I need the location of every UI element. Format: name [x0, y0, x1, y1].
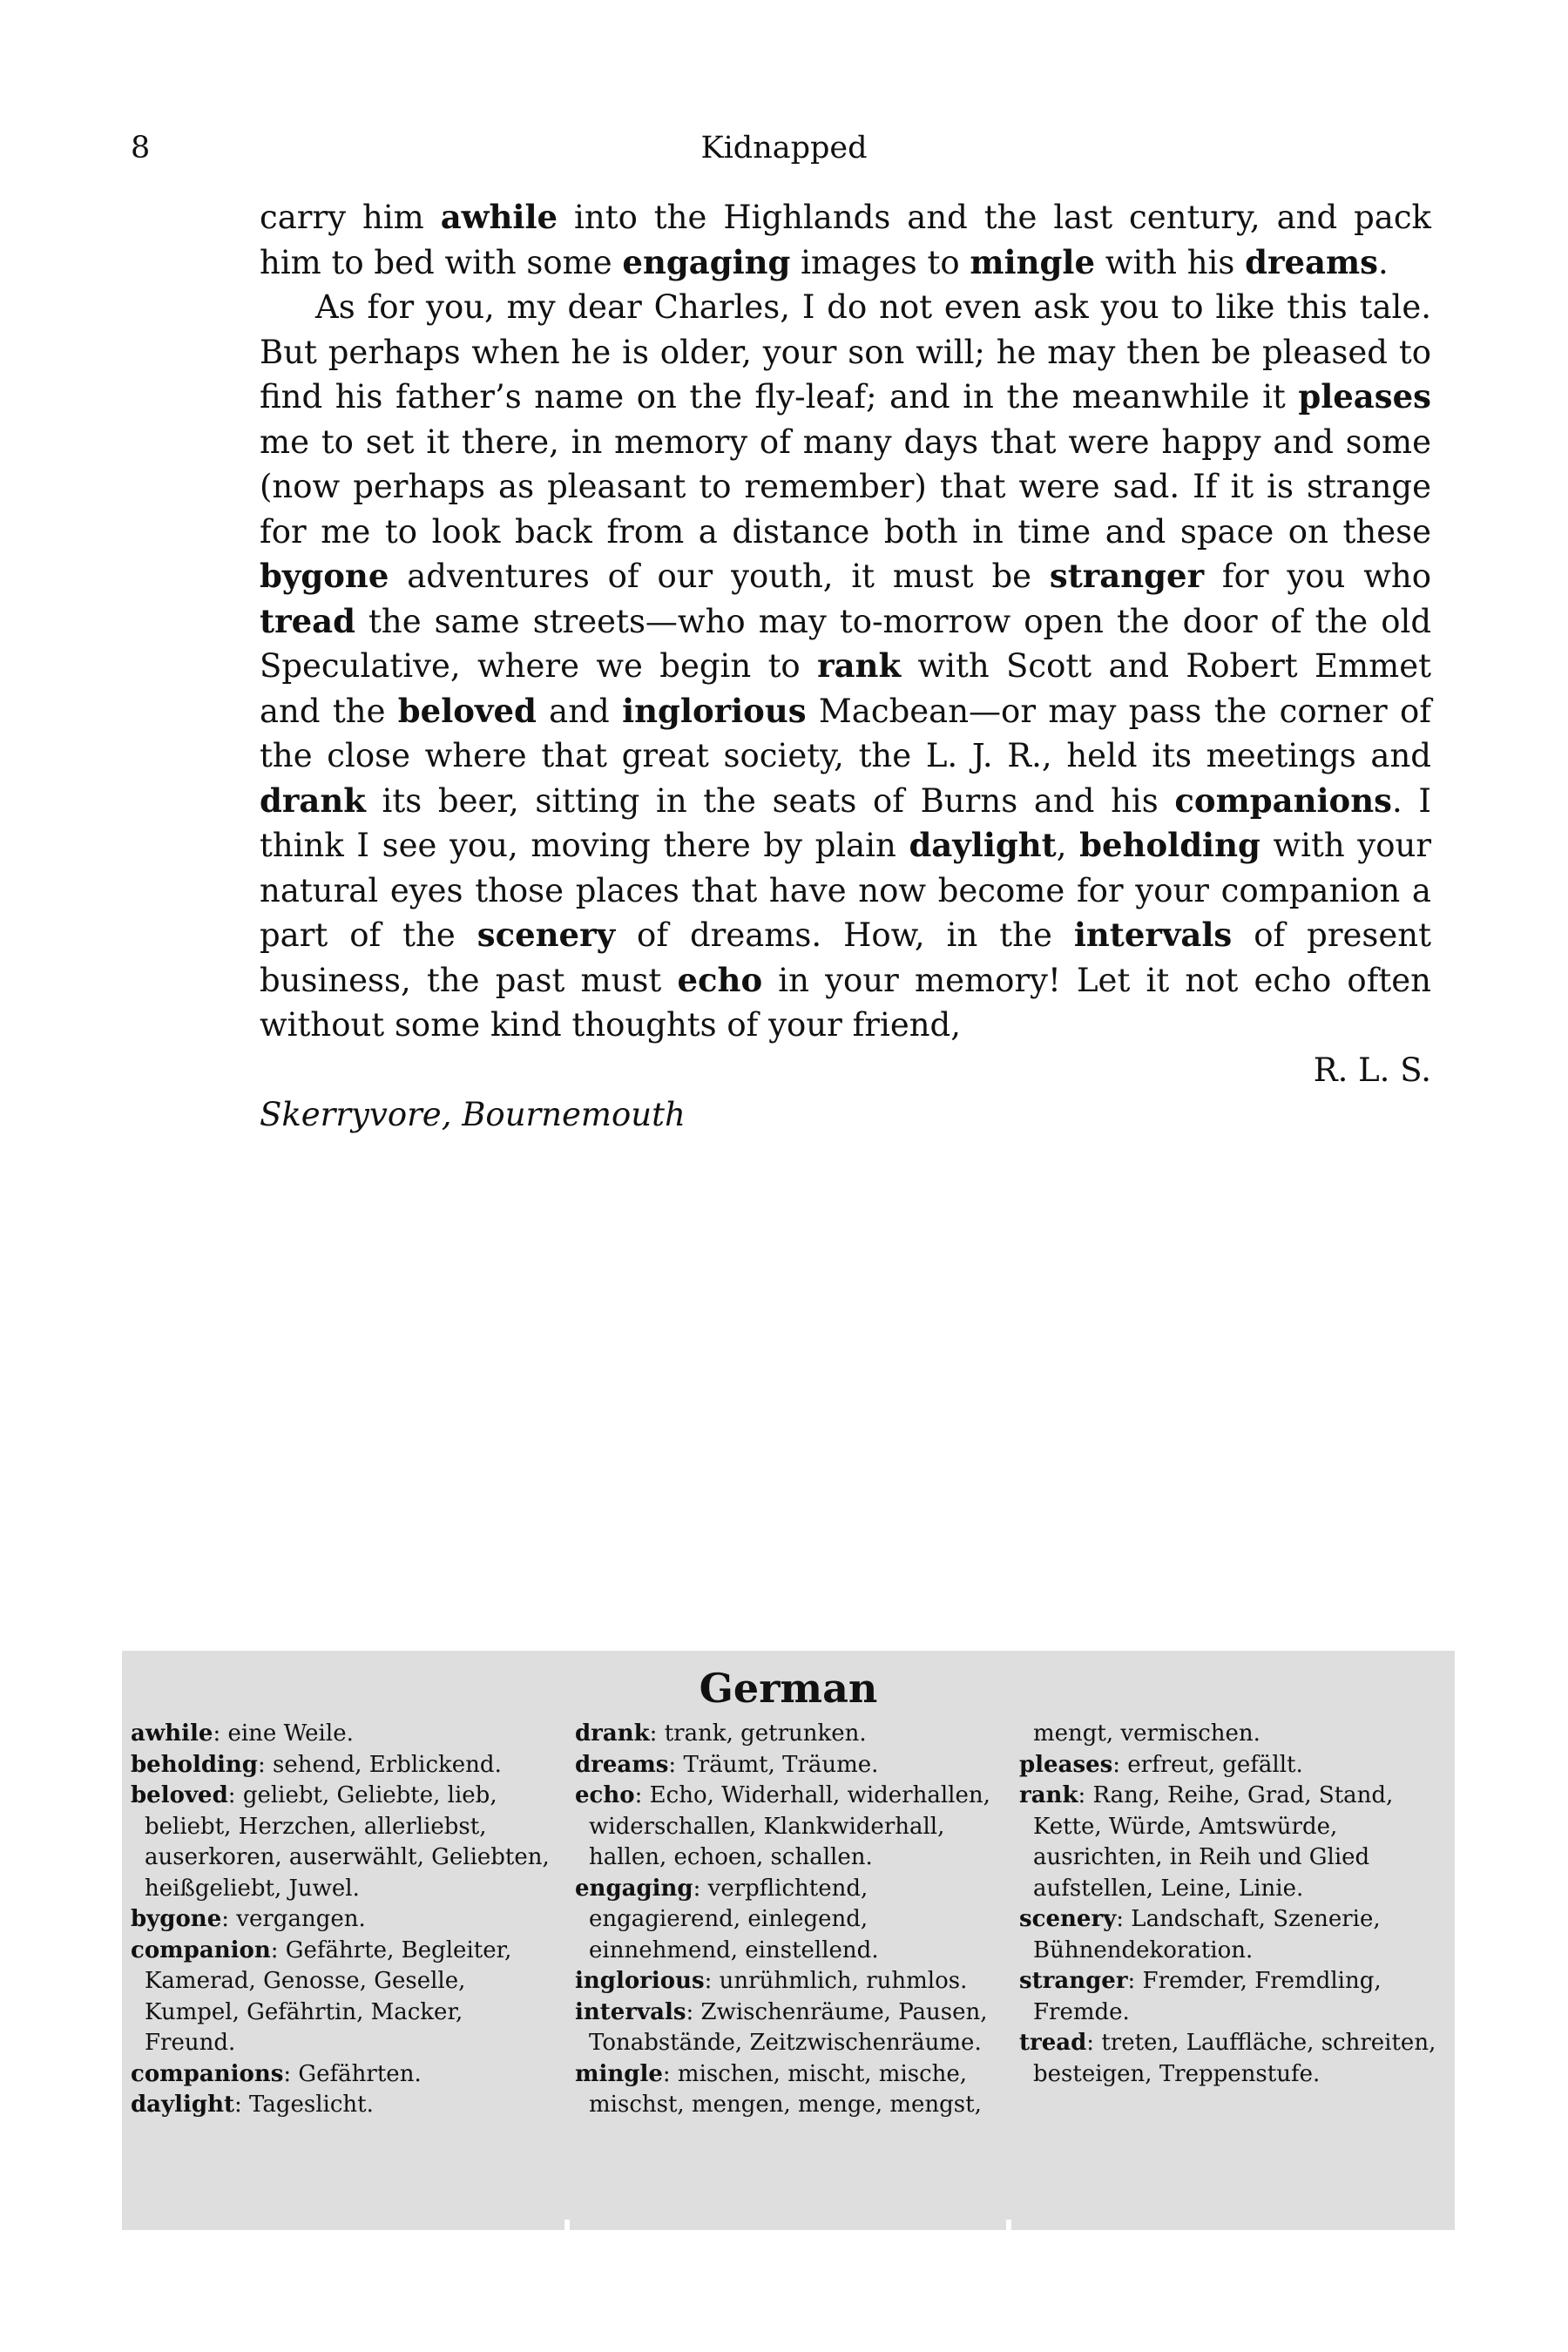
glossary-term: tread: [1019, 2030, 1087, 2056]
glossary-term: beholding: [131, 1751, 258, 1778]
glossary-entry: [575, 1966, 1002, 1997]
text-run: with Scott and Robert Emmet and the: [260, 647, 1431, 730]
glossary-entry: [131, 1781, 558, 1904]
glossary-entry: [575, 1719, 1002, 1750]
glossary-term: awhile: [131, 1720, 213, 1747]
glossary-continuation: mengt, vermischen.: [1033, 1720, 1260, 1747]
glossary-separator: :: [221, 1906, 237, 1932]
glossary-term: bygone: [131, 1906, 222, 1932]
vocab-word: scenery: [476, 916, 616, 954]
glossary-separator: :: [283, 2060, 299, 2087]
glossary-separator: :: [1078, 1782, 1093, 1808]
glossary-column-3: [1010, 1719, 1455, 2121]
glossary-separator: :: [1127, 1968, 1143, 1994]
glossary-term: rank: [1019, 1782, 1078, 1808]
vocab-word: awhile: [440, 198, 558, 236]
glossary-term: companion: [131, 1936, 271, 1963]
text-run: adventures of our youth, it must be: [389, 558, 1050, 595]
vocab-word: drank: [260, 781, 366, 820]
glossary-entry: [131, 2090, 558, 2121]
glossary-entry: [131, 1904, 558, 1936]
glossary-term: drank: [575, 1720, 650, 1747]
glossary-separator: :: [233, 2092, 250, 2118]
text-run: images to: [790, 243, 970, 281]
glossary-term: scenery: [1019, 1906, 1117, 1932]
glossary-separator: :: [213, 1720, 228, 1747]
main-text: [260, 195, 1431, 1138]
text-run: . I think I see you, moving there by plain: [260, 781, 1432, 864]
glossary-separator: :: [227, 1782, 243, 1808]
glossary-definition: Gefährte, Begleiter, Kamerad, Genosse, Geselle, Kumpel, Gefährtin, Macker, Freund.: [145, 1936, 512, 2056]
page-number: 8: [131, 131, 151, 166]
glossary-term: beloved: [131, 1782, 228, 1808]
vocab-word: tread: [260, 601, 355, 640]
vocab-word: engaging: [622, 242, 791, 281]
glossary-term: companions: [131, 2060, 284, 2087]
glossary-entry: [1019, 1781, 1446, 1904]
glossary-entry: [1019, 1750, 1446, 1781]
text-run: As for you, my dear Charles, I do not even ask you to like this tale. But perhaps when he is older, your son will; he may then be pleased to find his father’s name on the fly-leaf; and in the meanwhile it: [260, 288, 1431, 416]
glossary-definition: sehend, Erblickend.: [273, 1751, 502, 1778]
text-run: in your memory! Let it not echo often without some kind thoughts of your friend,: [260, 961, 1431, 1044]
glossary-definition: Träumt, Träume.: [683, 1751, 879, 1778]
vocab-word: mingle: [970, 242, 1095, 281]
glossary-entry: [131, 2059, 558, 2091]
text-run: and: [536, 692, 623, 730]
glossary-term: engaging: [575, 1875, 693, 1902]
vocab-word: echo: [677, 960, 763, 999]
text-run: for you who: [1204, 558, 1431, 595]
glossary-entry: [131, 1936, 558, 2059]
text-run: .: [1378, 243, 1389, 281]
vocab-word: inglorious: [622, 691, 807, 730]
glossary-separator: :: [704, 1968, 720, 1994]
glossary-definition: trank, getrunken.: [664, 1720, 867, 1747]
text-run: into the Highlands and the last century, and pack him to bed with some: [260, 199, 1431, 281]
glossary-separator: :: [1112, 1751, 1128, 1778]
column-divider: [564, 2220, 570, 2230]
glossary-entry: [1019, 1904, 1446, 1966]
vocab-word: daylight: [909, 826, 1057, 864]
glossary-separator: :: [668, 1751, 684, 1778]
glossary-entry: [575, 1997, 1002, 2059]
place-line: Skerryvore, Bournemouth: [260, 1096, 686, 1133]
paragraph-2: [260, 285, 1431, 1048]
glossary-definition: unrühmlich, ruhmlos.: [719, 1968, 968, 1994]
glossary-entry: [131, 1750, 558, 1781]
glossary-box: [122, 1651, 1455, 2230]
glossary-term: dreams: [575, 1751, 669, 1778]
vocab-word: bygone: [260, 557, 389, 595]
glossary-term: pleases: [1019, 1751, 1113, 1778]
glossary-definition: treten, Lauffläche, schreiten, besteigen, Treppenstufe.: [1033, 2030, 1436, 2087]
glossary-separator: :: [649, 1720, 665, 1747]
glossary-separator: :: [693, 1875, 708, 1902]
glossary-entry: [1019, 1966, 1446, 2028]
glossary-definition: Rang, Reihe, Grad, Stand, Kette, Würde, Amtswürde, ausrichten, in Reih und Glied aufstellen, Leine, Linie.: [1033, 1782, 1394, 1902]
vocab-word: companions: [1174, 781, 1392, 820]
glossary-definition: eine Weile.: [227, 1720, 354, 1747]
glossary-separator: :: [634, 1782, 650, 1808]
glossary-definition: vergangen.: [236, 1906, 366, 1932]
vocab-word: stranger: [1049, 557, 1205, 595]
glossary-term: daylight: [131, 2092, 234, 2118]
glossary-definition: verpflichtend, engagierend, einlegend, einnehmend, einstellend.: [589, 1875, 879, 1963]
text-run: the same streets—who may to-morrow open the door of the old Speculative, where we begin to: [260, 602, 1431, 685]
book-title: Kidnapped: [700, 131, 868, 166]
glossary-separator: :: [686, 1998, 701, 2025]
glossary-definition: geliebt, Geliebte, lieb, beliebt, Herzchen, allerliebst, auserkoren, auserwählt, Geliebten, heißgeliebt, Juwel.: [145, 1782, 550, 1902]
glossary-entry: [575, 1750, 1002, 1781]
glossary-separator: :: [270, 1936, 286, 1963]
glossary-definition: Fremder, Fremdling, Fremde.: [1033, 1968, 1382, 2025]
glossary-definition: Zwischenräume, Pausen, Tonabstände, Zeitzwischenräume.: [589, 1998, 988, 2056]
glossary-definition: Echo, Widerhall, widerhallen, widerschallen, Klankwiderhall, hallen, echoen, schallen.: [589, 1782, 990, 1870]
glossary-entry: [575, 1781, 1002, 1874]
text-run: me to set it there, in memory of many days that were happy and some (now perhaps as pleasant to remember) that were sad. If it is strange for me to look back from a distance both in time and space on these: [260, 422, 1431, 551]
glossary-separator: :: [662, 2060, 678, 2087]
glossary-columns: [122, 1719, 1455, 2121]
text-run: its beer, sitting in the seats of Burns and his: [365, 781, 1175, 820]
text-run: carry him: [260, 199, 441, 236]
signature: R. L. S.: [1313, 1051, 1431, 1089]
glossary-definition: Gefährten.: [298, 2060, 422, 2087]
glossary-term: inglorious: [575, 1968, 705, 1994]
vocab-word: dreams: [1245, 242, 1378, 281]
glossary-separator: :: [1086, 2030, 1102, 2056]
glossary-definition: Tageslicht.: [249, 2092, 374, 2118]
text-run: ,: [1056, 827, 1080, 864]
vocab-word: rank: [817, 646, 902, 685]
glossary-term: mingle: [575, 2060, 663, 2087]
paragraph-1: [260, 195, 1431, 285]
glossary-definition: Landschaft, Szenerie, Bühnendekoration.: [1033, 1906, 1381, 1963]
glossary-column-1: [122, 1719, 566, 2121]
glossary-entry: [575, 1874, 1002, 1967]
text-run: with his: [1094, 243, 1246, 281]
vocab-word: pleases: [1298, 377, 1431, 416]
running-head: [131, 131, 1437, 174]
glossary-separator: :: [1116, 1906, 1132, 1932]
glossary-definition: erfreut, gefällt.: [1127, 1751, 1303, 1778]
vocab-word: intervals: [1073, 916, 1233, 954]
glossary-column-2: [566, 1719, 1010, 2121]
glossary-term: stranger: [1019, 1968, 1128, 1994]
text-run: of dreams. How, in the: [615, 916, 1074, 954]
glossary-title: German: [699, 1665, 878, 1712]
glossary-separator: :: [257, 1751, 274, 1778]
glossary-entry: [131, 1719, 558, 1750]
text-run: of present business, the past must: [260, 916, 1432, 999]
text-run: with your natural eyes those places that have now become for your companion a part of the: [260, 827, 1432, 954]
vocab-word: beloved: [397, 691, 537, 730]
glossary-definition: mischen, mischt, mische, mischst, mengen, menge, mengst,: [589, 2060, 982, 2118]
glossary-entry: [575, 2059, 1002, 2121]
glossary-entry: [1019, 2028, 1446, 2090]
vocab-word: beholding: [1079, 826, 1260, 864]
glossary-term: intervals: [575, 1998, 686, 2025]
column-divider: [1006, 2220, 1011, 2230]
glossary-term: echo: [575, 1782, 635, 1808]
text-run: Macbean—or may pass the corner of the close where that great society, the L. J. R., held its meetings and: [260, 692, 1431, 774]
